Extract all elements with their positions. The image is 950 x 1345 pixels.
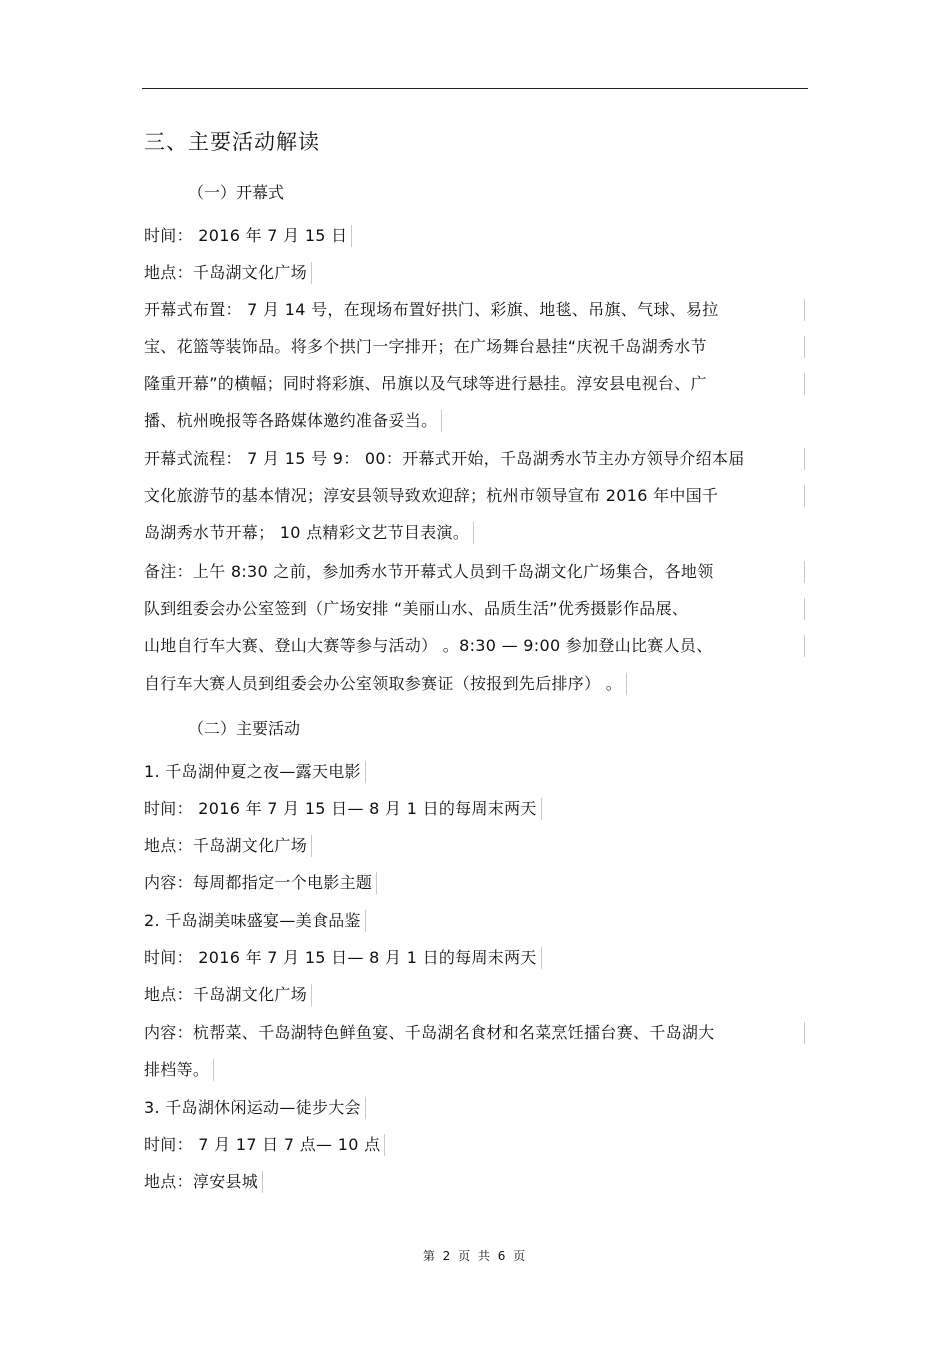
opening-setup-line-2: 宝、花篮等装饰品。将多个拱门一字排开；在广场舞台悬挂“庆祝千岛湖秀水节 (144, 336, 805, 358)
activity-2-content-line-1: 内容：杭帮菜、千岛湖特色鲜鱼宴、千岛湖名食材和名菜烹饪擂台赛、千岛湖大 (144, 1022, 805, 1044)
opening-note-line-1: 备注：上午 8:30 之前，参加秀水节开幕式人员到千岛湖文化广场集合，各地领 (144, 561, 805, 583)
opening-location: 地点：千岛湖文化广场 (144, 262, 312, 284)
activity-2-location: 地点：千岛湖文化广场 (144, 984, 312, 1006)
opening-flow-line-1: 开幕式流程： 7 月 15 号 9： 00：开幕式开始，千岛湖秀水节主办方领导介绍本届 (144, 448, 805, 470)
activity-3-location: 地点：淳安县城 (144, 1171, 263, 1193)
opening-note-line-2: 队到组委会办公室签到（广场安排 “美丽山水、品质生活”优秀摄影作品展、 (144, 598, 805, 620)
subsection-heading-opening: （一）开幕式 (188, 183, 285, 202)
activity-1-location: 地点：千岛湖文化广场 (144, 835, 312, 857)
section-title: 三、主要活动解读 (144, 130, 320, 154)
opening-note-line-4: 自行车大赛人员到组委会办公室领取参赛证（按报到先后排序） 。 (144, 673, 627, 695)
activity-1-title: 1. 千岛湖仲夏之夜—露天电影 (144, 761, 366, 783)
page-number-footer: 第 2 页 共 6 页 (422, 1249, 528, 1263)
subsection-heading-main: （二）主要活动 (188, 719, 301, 738)
activity-1-time: 时间： 2016 年 7 月 15 日— 8 月 1 日的每周末两天 (144, 798, 542, 820)
opening-flow-line-3: 岛湖秀水节开幕； 10 点精彩文艺节目表演。 (144, 522, 474, 544)
activity-2-title: 2. 千岛湖美味盛宴—美食品鉴 (144, 910, 366, 932)
activity-1-content: 内容：每周都指定一个电影主题 (144, 872, 377, 894)
opening-setup-line-3: 隆重开幕”的横幅；同时将彩旗、吊旗以及气球等进行悬挂。淳安县电视台、广 (144, 373, 805, 395)
opening-flow-line-2: 文化旅游节的基本情况；淳安县领导致欢迎辞；杭州市领导宣布 2016 年中国千 (144, 485, 805, 507)
opening-setup-line-4: 播、杭州晚报等各路媒体邀约准备妥当。 (144, 410, 442, 432)
activity-3-time: 时间： 7 月 17 日 7 点— 10 点 (144, 1134, 385, 1156)
activity-3-title: 3. 千岛湖休闲运动—徒步大会 (144, 1097, 366, 1119)
opening-setup-line-1: 开幕式布置： 7 月 14 号，在现场布置好拱门、彩旗、地毯、吊旗、气球、易拉 (144, 299, 805, 321)
opening-note-line-3: 山地自行车大赛、登山大赛等参与活动） 。8:30 — 9:00 参加登山比赛人员、 (144, 635, 805, 657)
activity-2-content-line-2: 排档等。 (144, 1059, 214, 1081)
opening-time: 时间： 2016 年 7 月 15 日 (144, 225, 352, 247)
header-rule (142, 88, 808, 89)
activity-2-time: 时间： 2016 年 7 月 15 日— 8 月 1 日的每周末两天 (144, 947, 542, 969)
